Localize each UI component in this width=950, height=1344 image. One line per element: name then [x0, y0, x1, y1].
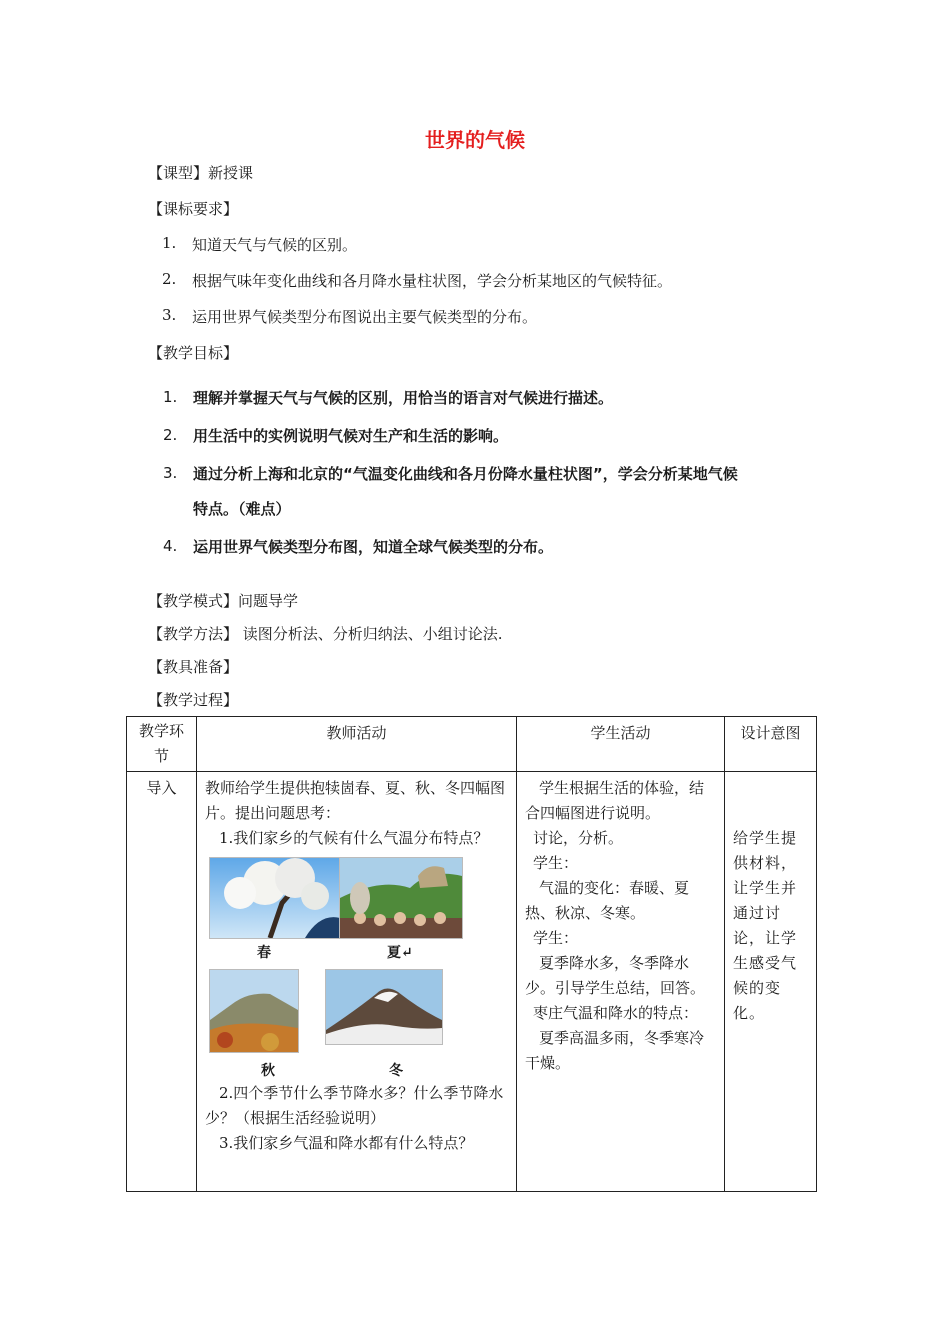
standard-text: 根据气味年变化曲线和各月降水量柱状图，学会分析某地区的气候特征。: [192, 272, 673, 290]
page-title: 世界的气候: [425, 128, 525, 152]
standard-number: 1.: [162, 234, 177, 252]
goal-number: 3.: [163, 464, 178, 482]
teacher-question-2: 2.四个季节什么季节降水多？什么季节降水少？（根据生活经验说明）: [205, 1084, 504, 1127]
student-line: 讨论，分析。: [533, 829, 624, 847]
spring-photo: [209, 857, 341, 939]
header-student: 学生活动: [517, 717, 725, 772]
season-photos: [205, 851, 508, 1081]
teacher-intro: 教师给学生提供抱犊崮春、夏、秋、冬四幅图片。提出问题思考：: [205, 779, 506, 822]
autumn-photo: [209, 969, 299, 1053]
student-line: 夏季降水多，冬季降水少。引导学生总结，回答。: [525, 954, 706, 997]
goal-text: 用生活中的实例说明气候对生产和生活的影响。: [193, 427, 509, 445]
summer-caption: 夏↵: [387, 945, 413, 961]
header-design: 设计意图: [725, 717, 817, 772]
stage-cell: 导入: [127, 772, 197, 1192]
student-cell: [517, 772, 725, 1192]
goal-text: 理解并掌握天气与气候的区别，用恰当的语言对气候进行描述。: [193, 389, 614, 407]
autumn-caption: 秋: [261, 1063, 275, 1079]
goal-number: 2.: [163, 426, 178, 444]
spring-caption: 春: [257, 945, 271, 961]
student-line: 夏季高温多雨，冬季寒冷干燥。: [525, 1029, 705, 1072]
header-stage: 教学环节: [127, 717, 197, 772]
lesson-type: 【课型】新授课: [148, 164, 254, 182]
winter-photo: [325, 969, 443, 1045]
teaching-mode: 【教学模式】问题导学: [148, 592, 299, 610]
design-intent: 给学生提供材料，让学生并通过讨论，让学生感受气候的变化。: [733, 829, 798, 1022]
goal-text: 通过分析上海和北京的“气温变化曲线和各月份降水量柱状图”，学会分析某地气候: [193, 465, 738, 483]
design-cell: [725, 772, 817, 1192]
summer-photo: [339, 857, 463, 939]
table-header-row: [127, 717, 817, 772]
lesson-table: [126, 716, 817, 1192]
student-line: 学生：: [533, 929, 579, 947]
student-line: 学生根据生活的体验，结合四幅图进行说明。: [525, 779, 705, 822]
winter-caption: 冬: [389, 1063, 403, 1079]
teaching-process: 【教学过程】: [148, 691, 239, 709]
student-line: 学生：: [533, 854, 579, 872]
teacher-question-3: 3.我们家乡气温和降水都有什么特点？: [219, 1134, 474, 1152]
teacher-cell: [197, 772, 517, 1192]
student-line: 气温的变化：春暖、夏热、秋凉、冬寒。: [525, 879, 690, 922]
goals-heading: 【教学目标】: [148, 344, 239, 362]
standard-number: 3.: [162, 306, 177, 324]
standard-text: 运用世界气候类型分布图说出主要气候类型的分布。: [192, 308, 538, 326]
table-row: [127, 772, 817, 1192]
teacher-question-1: 1.我们家乡的气候有什么气温分布特点？: [219, 829, 489, 847]
header-teacher: 教师活动: [197, 717, 517, 772]
goal-text: 运用世界气候类型分布图，知道全球气候类型的分布。: [193, 538, 554, 556]
standard-number: 2.: [162, 270, 177, 288]
standards-heading: 【课标要求】: [148, 200, 239, 218]
teaching-tools: 【教具准备】: [148, 658, 239, 676]
goal-text-continued: 特点。（难点）: [193, 500, 291, 518]
standard-text: 知道天气与气候的区别。: [192, 236, 358, 254]
goal-number: 4.: [163, 537, 178, 555]
student-line: 枣庄气温和降水的特点：: [533, 1004, 699, 1022]
goal-number: 1.: [163, 388, 178, 406]
teaching-method: 【教学方法】 读图分析法、分析归纳法、小组讨论法.: [148, 625, 503, 643]
